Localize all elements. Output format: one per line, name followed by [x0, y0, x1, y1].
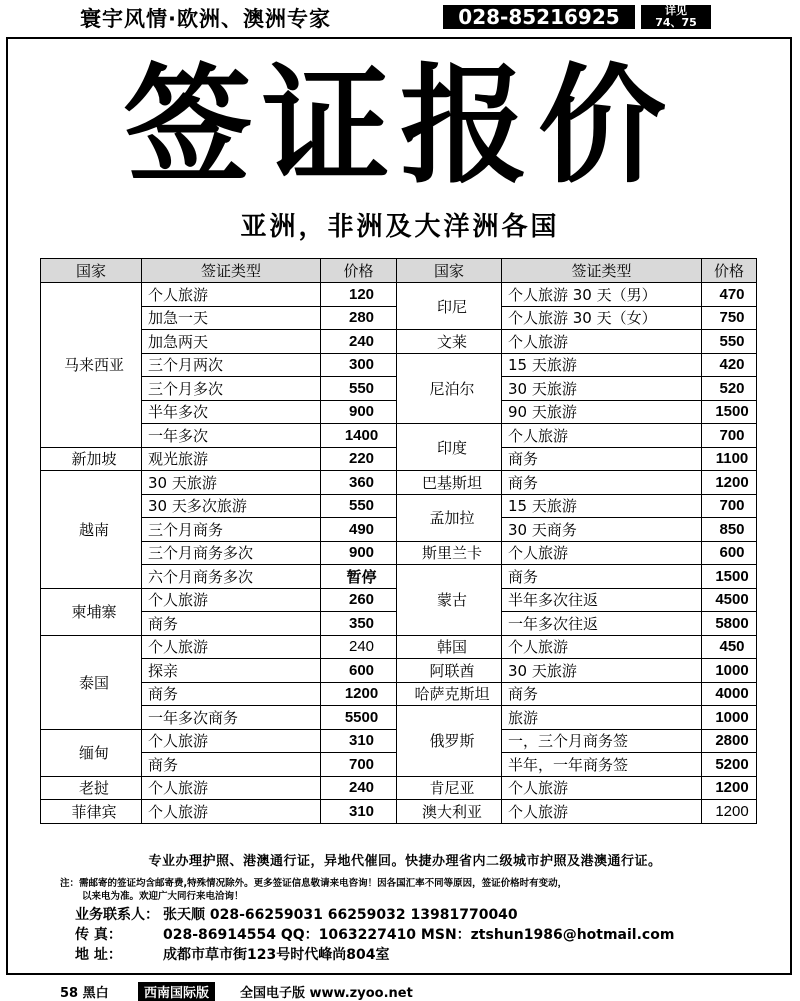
price-cell: 310 — [321, 729, 397, 753]
header-country: 国家 — [41, 259, 142, 283]
visa-type-cell: 探亲 — [142, 659, 321, 683]
price-cell: 750 — [702, 306, 757, 330]
price-cell: 2800 — [702, 729, 757, 753]
price-cell: 暂停 — [321, 565, 397, 589]
table-row — [41, 353, 757, 377]
country-cell: 尼泊尔 — [397, 353, 502, 424]
notes — [60, 850, 760, 903]
price-cell: 900 — [321, 400, 397, 424]
visa-type-cell: 个人旅游 — [502, 635, 702, 659]
page-footer — [0, 980, 800, 1000]
visa-type-cell: 个人旅游 — [502, 800, 702, 824]
address-label: 地 址： — [75, 947, 122, 963]
country-cell: 文莱 — [397, 330, 502, 354]
table-row — [41, 471, 757, 495]
price-cell: 550 — [321, 377, 397, 401]
visa-type-cell: 半年，一年商务签 — [502, 753, 702, 777]
table-row — [41, 659, 757, 683]
country-cell: 老挝 — [41, 776, 142, 800]
country-cell: 哈萨克斯坦 — [397, 682, 502, 706]
header-visa-type: 签证类型 — [142, 259, 321, 283]
price-cell: 1000 — [702, 706, 757, 730]
price-cell: 4000 — [702, 682, 757, 706]
visa-type-cell: 个人旅游 — [142, 776, 321, 800]
visa-type-cell: 30 天旅游 — [502, 659, 702, 683]
price-cell: 5800 — [702, 612, 757, 636]
price-cell: 1100 — [702, 447, 757, 471]
country-cell: 斯里兰卡 — [397, 541, 502, 565]
visa-type-cell: 一，三个月商务签 — [502, 729, 702, 753]
visa-type-cell: 商务 — [502, 471, 702, 495]
visa-type-cell: 商务 — [502, 447, 702, 471]
price-cell: 1500 — [702, 400, 757, 424]
price-cell: 1200 — [321, 682, 397, 706]
price-cell: 600 — [702, 541, 757, 565]
visa-type-cell: 个人旅游 — [142, 283, 321, 307]
price-cell: 1200 — [702, 800, 757, 824]
country-cell: 肯尼亚 — [397, 776, 502, 800]
price-cell: 120 — [321, 283, 397, 307]
visa-type-cell: 30 天旅游 — [142, 471, 321, 495]
fax-label: 传 真： — [75, 927, 122, 943]
price-cell: 5200 — [702, 753, 757, 777]
price-cell: 470 — [702, 283, 757, 307]
visa-type-cell: 一年多次商务 — [142, 706, 321, 730]
visa-type-cell: 商务 — [502, 682, 702, 706]
price-cell: 850 — [702, 518, 757, 542]
price-cell: 280 — [321, 306, 397, 330]
country-cell: 俄罗斯 — [397, 706, 502, 777]
top-bar — [0, 0, 800, 32]
visa-type-cell: 一年多次往返 — [502, 612, 702, 636]
visa-type-cell: 半年多次 — [142, 400, 321, 424]
country-cell: 印度 — [397, 424, 502, 471]
visa-type-cell: 30 天多次旅游 — [142, 494, 321, 518]
price-cell: 900 — [321, 541, 397, 565]
address-value: 成都市草市街123号时代峰尚804室 — [163, 947, 390, 963]
visa-type-cell: 商务 — [502, 565, 702, 589]
visa-type-cell: 个人旅游 — [142, 800, 321, 824]
table-row — [41, 800, 757, 824]
country-cell: 缅甸 — [41, 729, 142, 776]
table-row — [41, 330, 757, 354]
remark-line-1: 注：需邮寄的签证均含邮寄费,特殊情况除外。更多签证信息敬请来电咨询！因各国汇率不同等原因，签证价格时有变动， — [60, 878, 568, 889]
phone-number: 028-85216925 — [443, 5, 635, 29]
website: 全国电子版 www.zyoo.net — [240, 986, 413, 1001]
price-cell: 420 — [702, 353, 757, 377]
table-row — [41, 706, 757, 730]
price-cell: 4500 — [702, 588, 757, 612]
visa-type-cell: 加急两天 — [142, 330, 321, 354]
page-number: 58 黑白 — [60, 986, 109, 1001]
visa-type-cell: 商务 — [142, 753, 321, 777]
price-cell: 260 — [321, 588, 397, 612]
visa-type-cell: 商务 — [142, 612, 321, 636]
price-cell: 700 — [321, 753, 397, 777]
visa-type-cell: 个人旅游 — [502, 541, 702, 565]
contact-line — [75, 905, 674, 925]
price-cell: 1200 — [702, 776, 757, 800]
price-cell: 350 — [321, 612, 397, 636]
visa-type-cell: 个人旅游 — [142, 588, 321, 612]
visa-type-cell: 15 天旅游 — [502, 494, 702, 518]
visa-type-cell: 个人旅游 — [142, 729, 321, 753]
price-cell: 550 — [321, 494, 397, 518]
header-price: 价格 — [321, 259, 397, 283]
country-cell: 柬埔寨 — [41, 588, 142, 635]
price-cell: 360 — [321, 471, 397, 495]
price-cell: 520 — [702, 377, 757, 401]
fax-value: 028-86914554 QQ：1063227410 MSN：ztshun1986@hotmail.com — [163, 927, 675, 943]
price-cell: 300 — [321, 353, 397, 377]
remark-note — [60, 877, 760, 903]
price-cell: 240 — [321, 635, 397, 659]
remark-line-2: 以来电为准。欢迎广大同行来电洽询！ — [82, 891, 244, 902]
table-row — [41, 635, 757, 659]
visa-type-cell: 个人旅游 30 天（女） — [502, 306, 702, 330]
price-cell: 220 — [321, 447, 397, 471]
visa-type-cell: 六个月商务多次 — [142, 565, 321, 589]
visa-type-cell: 个人旅游 — [502, 776, 702, 800]
visa-type-cell: 一年多次 — [142, 424, 321, 448]
price-cell: 310 — [321, 800, 397, 824]
price-cell: 700 — [702, 494, 757, 518]
country-cell: 蒙古 — [397, 565, 502, 636]
detail-label: 详见 — [665, 4, 687, 17]
visa-type-cell: 15 天旅游 — [502, 353, 702, 377]
table-row — [41, 776, 757, 800]
table-row — [41, 424, 757, 448]
price-cell: 450 — [702, 635, 757, 659]
price-cell: 1500 — [702, 565, 757, 589]
page-title: 签证报价 — [123, 52, 676, 201]
country-cell: 巴基斯坦 — [397, 471, 502, 495]
visa-type-cell: 加急一天 — [142, 306, 321, 330]
country-cell: 越南 — [41, 471, 142, 589]
service-note: 专业办理护照、港澳通行证，异地代催回。快捷办理省内二级城市护照及港澳通行证。 — [148, 854, 662, 869]
header-visa-type: 签证类型 — [502, 259, 702, 283]
visa-type-cell: 观光旅游 — [142, 447, 321, 471]
visa-type-cell: 30 天商务 — [502, 518, 702, 542]
price-cell: 1200 — [702, 471, 757, 495]
edition-badge: 西南国际版 — [138, 982, 215, 1001]
table-row — [41, 565, 757, 589]
country-cell: 印尼 — [397, 283, 502, 330]
country-cell: 韩国 — [397, 635, 502, 659]
visa-type-cell: 三个月商务 — [142, 518, 321, 542]
price-cell: 550 — [702, 330, 757, 354]
table-row — [41, 682, 757, 706]
country-cell: 泰国 — [41, 635, 142, 729]
visa-type-cell: 个人旅游 30 天（男） — [502, 283, 702, 307]
detail-pages — [641, 5, 711, 29]
contact-label: 业务联系人： — [75, 907, 159, 923]
price-cell: 1000 — [702, 659, 757, 683]
visa-type-cell: 个人旅游 — [502, 330, 702, 354]
price-cell: 490 — [321, 518, 397, 542]
country-cell: 阿联酋 — [397, 659, 502, 683]
visa-type-cell: 三个月商务多次 — [142, 541, 321, 565]
visa-type-cell: 30 天旅游 — [502, 377, 702, 401]
table-row — [41, 494, 757, 518]
country-cell: 澳大利亚 — [397, 800, 502, 824]
price-cell: 600 — [321, 659, 397, 683]
visa-type-cell: 半年多次往返 — [502, 588, 702, 612]
visa-type-cell: 个人旅游 — [142, 635, 321, 659]
visa-type-cell: 商务 — [142, 682, 321, 706]
price-cell: 240 — [321, 776, 397, 800]
table-row — [41, 283, 757, 307]
country-cell: 马来西亚 — [41, 283, 142, 448]
visa-type-cell: 三个月两次 — [142, 353, 321, 377]
price-cell: 1400 — [321, 424, 397, 448]
contact-info — [75, 905, 674, 965]
detail-page-numbers: 74、75 — [655, 16, 697, 29]
table-row — [41, 541, 757, 565]
country-cell: 新加坡 — [41, 447, 142, 471]
address-line — [75, 945, 674, 965]
visa-type-cell: 90 天旅游 — [502, 400, 702, 424]
header-price: 价格 — [702, 259, 757, 283]
brand-title: 寰宇风情·欧洲、澳洲专家 — [80, 7, 331, 31]
country-cell: 菲律宾 — [41, 800, 142, 824]
visa-type-cell: 个人旅游 — [502, 424, 702, 448]
price-cell: 240 — [321, 330, 397, 354]
fax-line — [75, 925, 674, 945]
price-cell: 700 — [702, 424, 757, 448]
price-table — [40, 258, 757, 824]
table-header-row — [41, 259, 757, 283]
country-cell: 孟加拉 — [397, 494, 502, 541]
visa-type-cell: 三个月多次 — [142, 377, 321, 401]
page-subtitle: 亚洲，非洲及大洋洲各国 — [240, 212, 560, 242]
visa-type-cell: 旅游 — [502, 706, 702, 730]
price-cell: 5500 — [321, 706, 397, 730]
header-country: 国家 — [397, 259, 502, 283]
contact-value: 张天顺 028-66259031 66259032 13981770040 — [163, 907, 518, 923]
